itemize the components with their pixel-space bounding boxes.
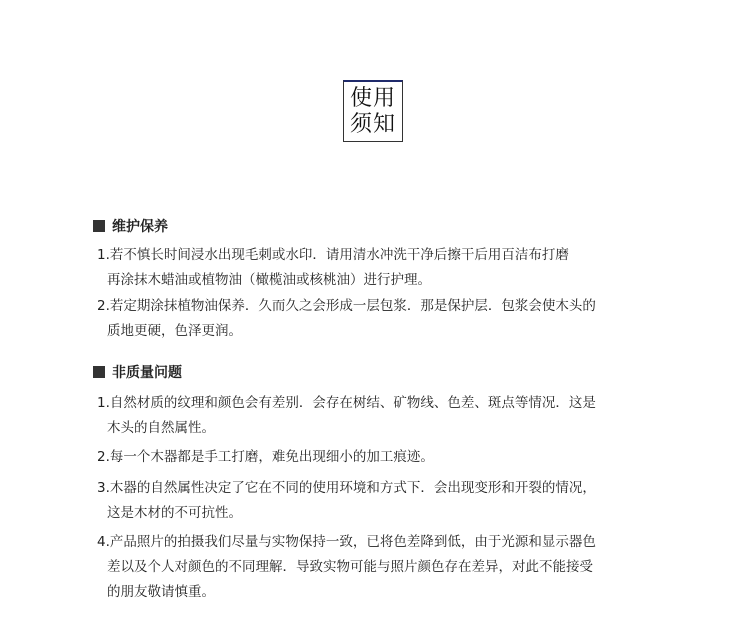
item-line: 差以及个人对颜色的不同理解．导致实物可能与照片颜色存在差异，对此不能接受 bbox=[107, 559, 593, 575]
section-non-quality-issues bbox=[93, 362, 663, 382]
item-line: 的朋友敬请慎重。 bbox=[107, 584, 215, 600]
item-line: 质地更硬，色泽更润。 bbox=[107, 323, 242, 339]
item-line: 木头的自然属性。 bbox=[107, 420, 215, 436]
notice-title-box bbox=[343, 80, 403, 142]
item-line: 1.自然材质的纹理和颜色会有差别．会存在树结、矿物线、色差、斑点等情况．这是 bbox=[97, 395, 596, 411]
notice-title-line-1: 使用 bbox=[349, 85, 396, 111]
item-line: 4.产品照片的拍摄我们尽量与实物保持一致，已将色差降到低，由于光源和显示器色 bbox=[97, 534, 596, 550]
section-title: 非质量问题 bbox=[112, 365, 182, 381]
section-title: 维护保养 bbox=[112, 219, 168, 235]
notice-title-line-2: 须知 bbox=[349, 111, 396, 137]
item-line: 2.每一个木器都是手工打磨，难免出现细小的加工痕迹。 bbox=[97, 449, 434, 465]
item-line: 3.木器的自然属性决定了它在不同的使用环境和方式下．会出现变形和开裂的情况， bbox=[97, 480, 596, 496]
square-bullet-icon bbox=[93, 366, 105, 378]
item-line: 2.若定期涂抹植物油保养．久而久之会形成一层包浆．那是保护层．包浆会使木头的 bbox=[97, 298, 596, 314]
section-heading-maintenance bbox=[93, 216, 663, 236]
item-line: 1.若不慎长时间浸水出现毛刺或水印．请用清水冲洗干净后擦干后用百洁布打磨 bbox=[97, 247, 569, 263]
section-maintenance bbox=[93, 216, 663, 236]
square-bullet-icon bbox=[93, 220, 105, 232]
item-line: 这是木材的不可抗性。 bbox=[107, 505, 242, 521]
item-line: 再涂抹木蜡油或植物油（橄榄油或核桃油）进行护理。 bbox=[107, 272, 431, 288]
section-heading-non-quality bbox=[93, 362, 663, 382]
